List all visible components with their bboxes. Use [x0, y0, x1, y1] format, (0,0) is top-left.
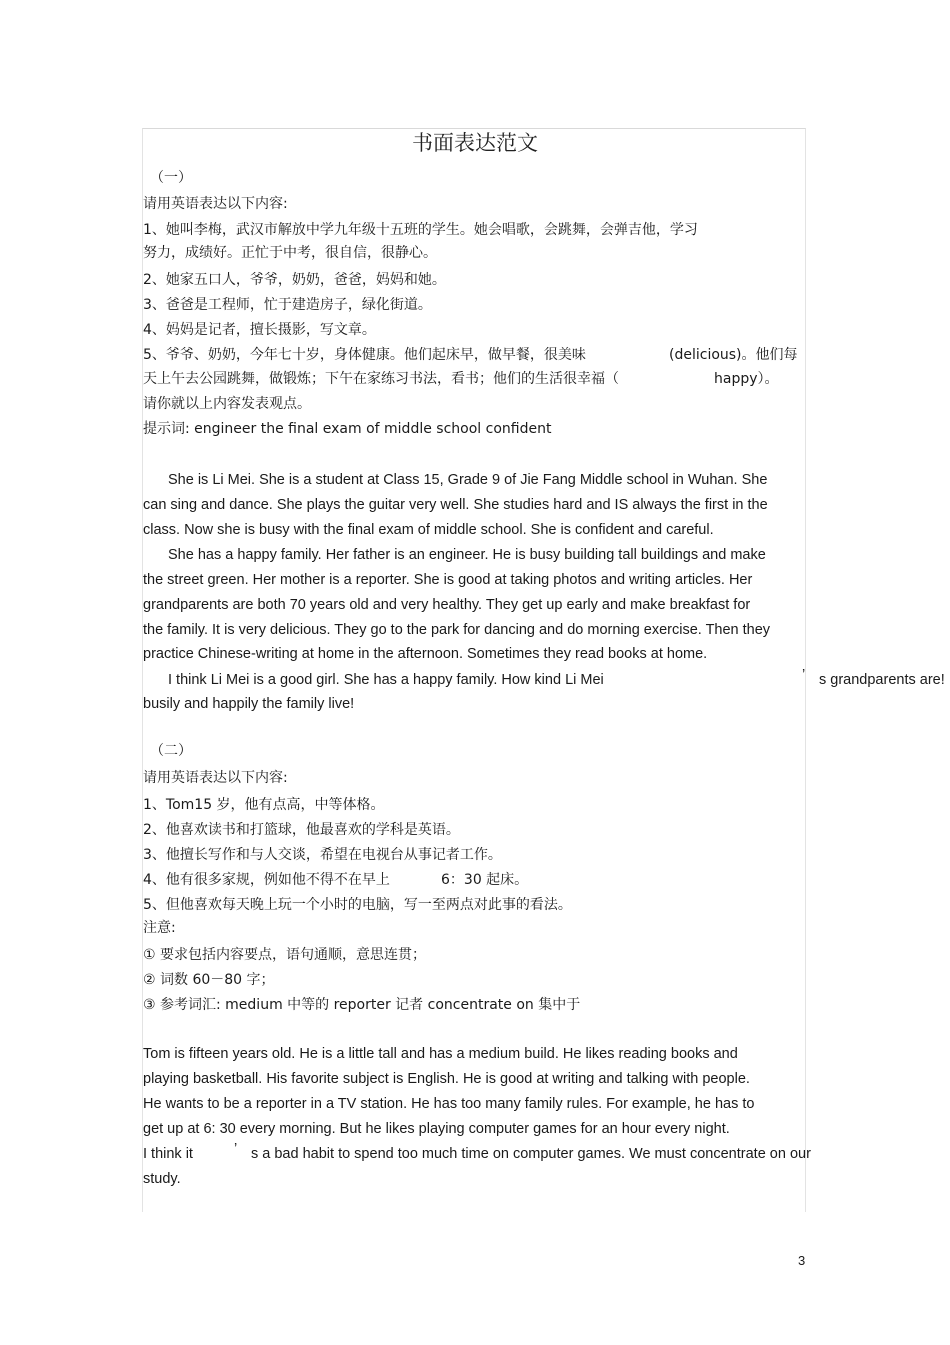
essay2-line: get up at 6: 30 every morning. But he likes playing computer games for an hour every night. [143, 1121, 730, 1137]
essay2-line: study. [143, 1171, 181, 1187]
essay1-line: grandparents are both 70 years old and very healthy. They get up early and make breakfast for [143, 597, 751, 613]
section2-note-3: ③ 参考词汇: medium 中等的 reporter 记者 concentrate on 集中于 [143, 997, 581, 1013]
section1-item-5-d: happy）。 [714, 371, 779, 387]
essay2-apostrophe: ’ [234, 1141, 238, 1157]
section1-item-2: 2、她家五口人，爷爷，奶奶，爸爸，妈妈和她。 [143, 272, 446, 288]
essay2-line: Tom is fifteen years old. He is a little tall and has a medium build. He likes reading books and [143, 1046, 738, 1062]
essay2-line: I think it [143, 1146, 193, 1162]
section2-item-1: 1、Tom15 岁，他有点高，中等体格。 [143, 797, 385, 813]
section2-note-1: ① 要求包括内容要点，语句通顺，意思连贯； [143, 947, 426, 963]
essay1-line: the family. It is very delicious. They go to the park for dancing and do morning exercise. Then they [143, 622, 771, 638]
page-number: 3 [798, 1253, 806, 1268]
section2-note-2: ② 词数 60－80 字； [143, 972, 275, 988]
essay1-line: busily and happily the family live! [143, 696, 355, 712]
section1-hint: 提示词: engineer the final exam of middle school confident [143, 421, 552, 437]
section1-item-4: 4、妈妈是记者，擅长摄影，写文章。 [143, 322, 376, 338]
section1-item-1-cont: 努力，成绩好。正忙于中考，很自信，很静心。 [143, 245, 437, 261]
section1-request: 请你就以上内容发表观点。 [143, 396, 311, 412]
section1-heading: （一） [150, 170, 192, 186]
essay2-line: s a bad habit to spend too much time on computer games. We must concentrate on our [251, 1146, 811, 1162]
essay1-line: the street green. Her mother is a reporter. She is good at taking photos and writing articles. Her [143, 572, 753, 588]
section1-item-5-a: 5、爷爷、奶奶，今年七十岁，身体健康。他们起床早，做早餐，很美味 [143, 347, 586, 363]
section1-item-3: 3、爸爸是工程师，忙于建造房子，绿化街道。 [143, 297, 432, 313]
essay1-line: I think Li Mei is a good girl. She has a happy family. How kind Li Mei [168, 672, 604, 688]
essay1-line: She has a happy family. Her father is an engineer. He is busy building tall buildings and make [168, 547, 766, 563]
section1-item-1: 1、她叫李梅，武汉市解放中学九年级十五班的学生。她会唱歌，会跳舞，会弹吉他，学习 [143, 222, 698, 238]
essay1-line: class. Now she is busy with the final exam of middle school. She is confident and careful. [143, 522, 714, 538]
essay1-line: can sing and dance. She plays the guitar very well. She studies hard and IS always the first in the [143, 497, 768, 513]
section2-item-4-a: 4、他有很多家规，例如他不得不在早上 [143, 872, 390, 888]
section2-note-label: 注意: [143, 920, 176, 936]
essay1-line: s grandparents are! [819, 672, 945, 688]
essay2-line: He wants to be a reporter in a TV station. He has too many family rules. For example, he has to [143, 1096, 755, 1112]
essay2-line: playing basketball. His favorite subject is English. He is good at writing and talking with people. [143, 1071, 750, 1087]
section2-item-2: 2、他喜欢读书和打篮球，他最喜欢的学科是英语。 [143, 822, 460, 838]
essay1-line: She is Li Mei. She is a student at Class 15, Grade 9 of Jie Fang Middle school in Wuhan. She [168, 472, 768, 488]
section2-item-5: 5、但他喜欢每天晚上玩一个小时的电脑，写一至两点对此事的看法。 [143, 897, 572, 913]
section2-heading: （二） [150, 743, 192, 759]
section2-item-3: 3、他擅长写作和与人交谈，希望在电视台从事记者工作。 [143, 847, 502, 863]
essay1-line: practice Chinese-writing at home in the afternoon. Sometimes they read books at home. [143, 646, 708, 662]
page-title: 书面表达范文 [412, 131, 538, 155]
section1-intro: 请用英语表达以下内容: [143, 196, 288, 212]
section2-item-4-b: 6：30 起床。 [441, 872, 529, 888]
section1-item-5-b: (delicious)。他们每 [669, 347, 798, 363]
section2-intro: 请用英语表达以下内容: [143, 770, 288, 786]
essay1-apostrophe: ’ [802, 667, 806, 683]
section1-item-5-c: 天上午去公园跳舞，做锻炼；下午在家练习书法，看书；他们的生活很幸福（ [143, 371, 619, 387]
